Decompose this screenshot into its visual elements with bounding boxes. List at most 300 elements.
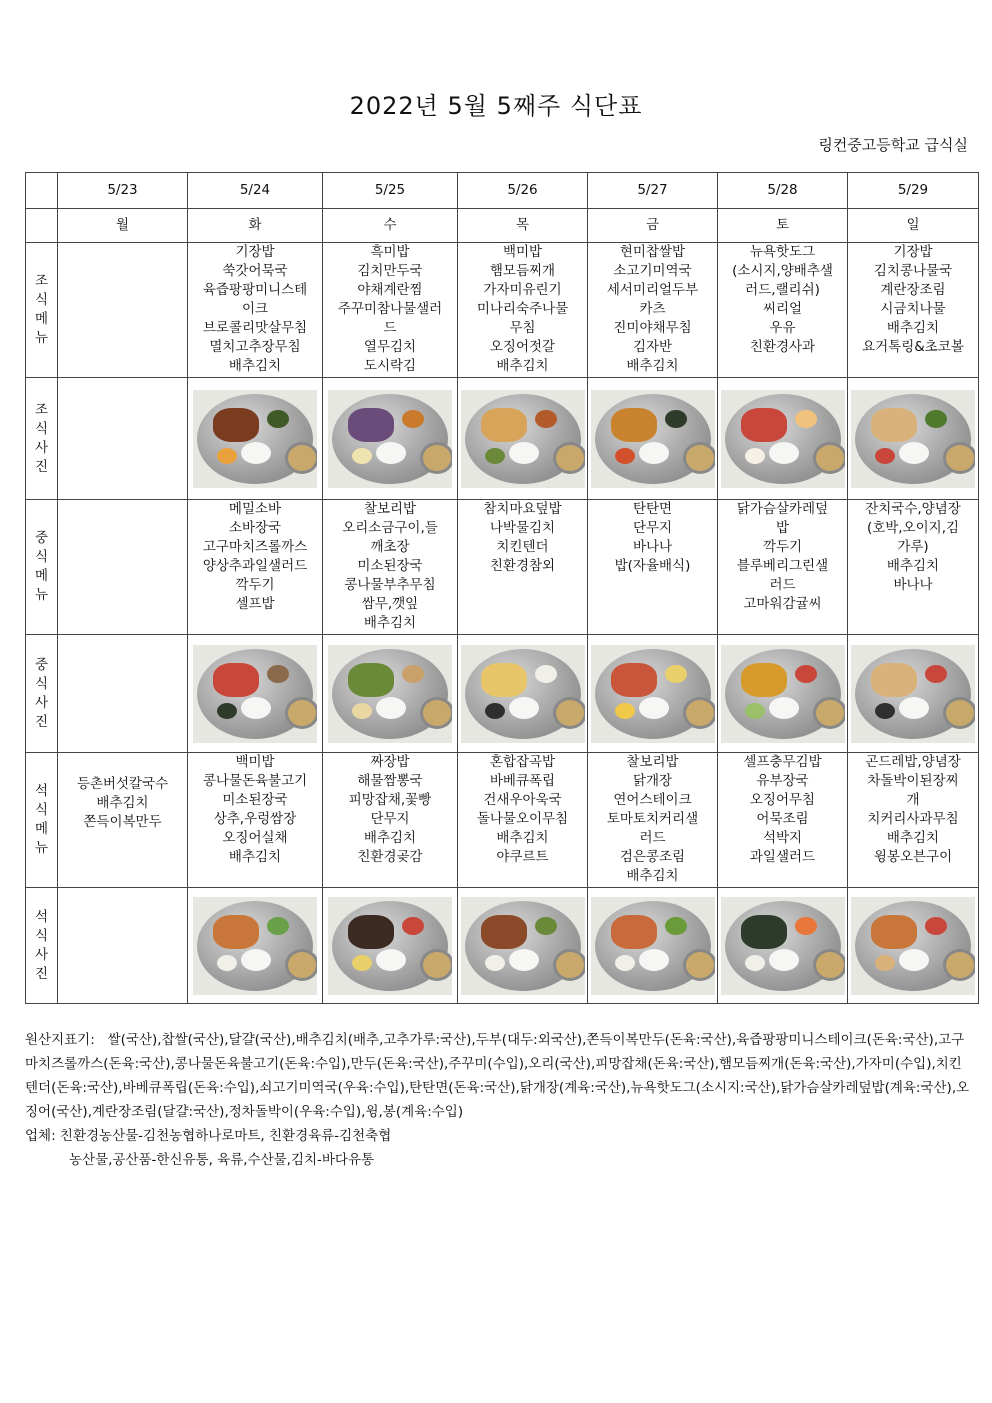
school-name: 링컨중고등학교 급식실: [818, 136, 968, 154]
side-dish-shape: [665, 665, 687, 683]
meal-photo: [193, 645, 317, 743]
menu-items: [590, 500, 715, 576]
rice-shape: [899, 442, 929, 464]
menu-item: 유부장국: [756, 773, 809, 789]
meal-photo: [721, 390, 845, 488]
menu-item: 밥(자율배식): [614, 558, 691, 574]
date-cell: 5/23: [58, 173, 188, 209]
day-cell: 화: [188, 209, 323, 243]
menu-item: (호박,오이지,김: [866, 520, 960, 536]
soup-bowl-shape: [813, 949, 845, 981]
menu-items: [850, 500, 976, 595]
main-dish-shape: [741, 915, 787, 949]
side-dish-shape: [485, 955, 505, 971]
rice-shape: [509, 697, 539, 719]
menu-item: 친환경참외: [489, 558, 556, 574]
menu-item: 셀프밥: [235, 596, 275, 612]
soup-bowl-shape: [285, 697, 317, 729]
menu-items: [325, 500, 455, 633]
menu-item: 김치콩나물국: [873, 263, 953, 279]
menu-item: 씨리얼: [762, 301, 803, 317]
soup-bowl-shape: [553, 697, 585, 729]
row-label-char: 사: [34, 439, 49, 456]
breakfast-photo-cell: [588, 378, 718, 500]
lunch-photo-cell: [458, 635, 588, 753]
dinner-menu-cell: [588, 753, 718, 888]
menu-item: 잔치국수,양념장: [865, 501, 961, 517]
menu-item: 러드: [769, 577, 796, 593]
meal-photo: [851, 390, 975, 488]
menu-items: [325, 753, 455, 867]
side-dish-shape: [352, 955, 372, 971]
row-label-char: 메: [34, 568, 49, 584]
menu-table: [25, 172, 979, 1004]
soup-bowl-shape: [683, 697, 715, 729]
main-dish-shape: [871, 408, 917, 442]
soup-bowl-shape: [553, 442, 585, 474]
menu-item: 과일샐러드: [749, 849, 816, 865]
menu-item: (소시지,양배추샐: [732, 263, 833, 279]
dinner-photo-cell: [458, 888, 588, 1004]
row-label-char: 진: [34, 713, 49, 730]
row-label-char: 조: [34, 401, 49, 418]
meal-photo: [591, 390, 715, 488]
row-label-char: 뉴: [34, 587, 49, 603]
meal-photo: [461, 897, 585, 995]
menu-item: 백미밥: [502, 244, 543, 260]
menu-item: 드: [383, 320, 397, 336]
menu-item: 깍두기: [235, 577, 275, 593]
menu-item: 돌나물오이무침: [476, 811, 569, 827]
side-dish-shape: [875, 955, 895, 971]
menu-item: 배추김치: [363, 830, 417, 846]
meal-photo: [591, 645, 715, 743]
rice-shape: [376, 697, 406, 719]
breakfast-menu-cell: [458, 243, 588, 378]
side-dish-shape: [217, 703, 237, 719]
menu-items: [720, 243, 845, 357]
soup-bowl-shape: [420, 697, 452, 729]
menu-item: 차돌박이된장찌: [867, 773, 959, 789]
meal-photo: [461, 390, 585, 488]
meal-photo: [193, 390, 317, 488]
menu-item: 미소된장국: [357, 558, 423, 574]
menu-item: 무침: [509, 320, 536, 336]
menu-items: [720, 753, 845, 867]
main-dish-shape: [611, 915, 657, 949]
menu-item: 단무지: [370, 811, 410, 827]
menu-item: 고구마치즈롤까스: [202, 539, 308, 555]
menu-items: [590, 243, 715, 376]
soup-bowl-shape: [943, 442, 975, 474]
menu-item: 계란장조림: [880, 282, 946, 298]
row-label-char: 메: [34, 821, 49, 837]
date-cell: 5/28: [718, 173, 848, 209]
menu-item: 가자미유린기: [483, 282, 562, 298]
side-dish-shape: [925, 665, 947, 683]
menu-item: 쑥갓어묵국: [222, 263, 288, 279]
side-dish-shape: [615, 448, 635, 464]
main-dish-shape: [348, 663, 394, 697]
main-dish-shape: [213, 408, 259, 442]
side-dish-shape: [352, 448, 372, 464]
main-dish-shape: [871, 663, 917, 697]
lunch-menu-cell: [323, 500, 458, 635]
meal-photo: [193, 897, 317, 995]
menu-item: 배추김치: [886, 558, 940, 574]
dinner-menu-row: [26, 753, 979, 888]
menu-item: 탄탄면: [632, 501, 673, 517]
menu-item: 배추김치: [626, 358, 679, 374]
menu-item: 배추김치: [228, 849, 282, 865]
menu-item: 배추김치: [496, 830, 549, 846]
side-dish-shape: [615, 955, 635, 971]
side-dish-shape: [665, 917, 687, 935]
menu-item: 육즙팡팡미니스테: [202, 282, 308, 298]
menu-item: 소고기미역국: [613, 263, 692, 279]
breakfast-photo-cell: [323, 378, 458, 500]
origin-text: 쌀(국산),찹쌀(국산),달걀(국산),배추김치(배추,고추가루:국산),두부(대두:외국산),쫀득이복만두(돈육:국산),육즙팡팡미니스테이크(돈육:국산),고구마치즈롤까스(돈육:국산),콩나물돈육불고기(돈육:수입),만두(돈육:국산),주꾸미(수입),오리(국산),피망잡채(돈육:국산),햄모듬찌개(돈육:국산),가자미(수입),치킨텐더(돈육:국산),바베큐폭립(돈육:수입),쇠고기미역국(우육:수입),탄탄면(돈육:국산),닭개장(계육:국산),뉴욕핫도그(소시지:국산),닭가슴살카레덮밥(계육:국산),오징어(국산),계란장조림(달걀:국산),정차돌박이(우육:수입),윙,봉(계육:수입): [25, 1032, 970, 1120]
date-cell: 5/25: [323, 173, 458, 209]
soup-bowl-shape: [553, 949, 585, 981]
dinner-menu-cell: [848, 753, 979, 888]
breakfast-menu-cell: [188, 243, 323, 378]
lunch-photo-cell: [188, 635, 323, 753]
menu-item: 뉴욕핫도그: [749, 244, 816, 260]
meal-photo: [721, 645, 845, 743]
rice-shape: [639, 442, 669, 464]
main-dish-shape: [348, 915, 394, 949]
menu-item: 바나나: [632, 539, 673, 555]
menu-items: [190, 500, 320, 614]
side-dish-shape: [615, 703, 635, 719]
menu-item: 우유: [769, 320, 796, 336]
menu-item: 짜장밥: [370, 754, 410, 770]
main-dish-shape: [611, 663, 657, 697]
row-label-char: 진: [34, 965, 49, 982]
soup-bowl-shape: [943, 697, 975, 729]
row-label-dinner_menu: [26, 753, 58, 888]
rice-shape: [509, 949, 539, 971]
side-dish-shape: [535, 665, 557, 683]
row-label-char: 식: [34, 292, 49, 308]
vendor-line-2: 농산물,공산품-한신유통, 육류,수산물,김치-바다유통: [69, 1152, 375, 1168]
menu-item: 건새우아욱국: [483, 792, 562, 808]
lunch-photo-cell: [323, 635, 458, 753]
menu-item: 백미밥: [235, 754, 275, 770]
breakfast-menu-cell: [848, 243, 979, 378]
dinner-menu-cell: [458, 753, 588, 888]
meal-photo: [461, 645, 585, 743]
menu-item: 바베큐폭립: [489, 773, 556, 789]
soup-bowl-shape: [285, 442, 317, 474]
rice-shape: [241, 697, 271, 719]
row-label-char: 식: [34, 802, 49, 818]
menu-item: 메밀소바: [228, 501, 282, 517]
main-dish-shape: [481, 915, 527, 949]
menu-item: 고마워감귤씨: [743, 596, 822, 612]
row-label-char: 중: [34, 530, 49, 546]
menu-item: 배추김치: [886, 830, 940, 846]
date-cell: 5/26: [458, 173, 588, 209]
side-dish-shape: [745, 955, 765, 971]
rice-shape: [376, 442, 406, 464]
main-dish-shape: [348, 408, 394, 442]
menu-item: 양상추과일샐러드: [202, 558, 308, 574]
soup-bowl-shape: [420, 442, 452, 474]
lunch-menu-cell: [848, 500, 979, 635]
menu-item: 가루): [897, 539, 929, 555]
menu-item: 김치만두국: [357, 263, 423, 279]
menu-item: 친환경곶감: [357, 849, 423, 865]
side-dish-shape: [402, 665, 424, 683]
menu-item: 브로콜리맛살무침: [202, 320, 308, 336]
menu-items: [850, 243, 976, 357]
rice-shape: [769, 442, 799, 464]
menu-item: 등촌버섯칼국수: [76, 776, 169, 792]
menu-item: 배추김치: [96, 795, 149, 811]
origin-label: 원산지표기:: [25, 1032, 95, 1048]
menu-item: 검은콩조림: [619, 849, 686, 865]
menu-item: 오리소금구이,들: [342, 520, 438, 536]
menu-item: 쌈무,깻잎: [361, 596, 419, 612]
day-corner-cell: [26, 209, 58, 243]
menu-items: [590, 753, 715, 886]
menu-item: 연어스테이크: [613, 792, 692, 808]
date-cell: 5/24: [188, 173, 323, 209]
page-title: 2022년 5월 5째주 식단표: [349, 92, 643, 120]
menu-item: 배추김치: [886, 320, 940, 336]
soup-bowl-shape: [943, 949, 975, 981]
side-dish-shape: [795, 410, 817, 428]
meal-photo: [851, 645, 975, 743]
menu-item: 기장밥: [893, 244, 933, 260]
day-cell: 수: [323, 209, 458, 243]
lunch-menu-cell: [718, 500, 848, 635]
menu-item: 시금치나물: [880, 301, 946, 317]
menu-item: 요거톡링&초코볼: [862, 339, 964, 355]
row-label-char: 사: [34, 694, 49, 711]
main-dish-shape: [481, 663, 527, 697]
main-dish-shape: [213, 915, 259, 949]
menu-items: [190, 243, 320, 376]
menu-item: 찰보리밥: [363, 501, 417, 517]
side-dish-shape: [875, 703, 895, 719]
menu-item: 기장밥: [235, 244, 275, 260]
menu-item: 멸치고추장무침: [209, 339, 301, 355]
dinner-photo-cell: [718, 888, 848, 1004]
row-label-char: 식: [34, 927, 49, 944]
side-dish-shape: [795, 917, 817, 935]
rice-shape: [769, 697, 799, 719]
menu-item: 진미야채무침: [613, 320, 692, 336]
menu-item: 배추김치: [626, 868, 679, 884]
side-dish-shape: [925, 917, 947, 935]
menu-item: 나박물김치: [489, 520, 556, 536]
rice-shape: [639, 949, 669, 971]
menu-item: 닭가슴살카레덮: [736, 501, 829, 517]
menu-item: 콩나물부추무침: [344, 577, 436, 593]
date-cell: 5/29: [848, 173, 979, 209]
menu-item: 상추,우렁쌈장: [213, 811, 297, 827]
row-label-char: 사: [34, 946, 49, 963]
dinner-photo-cell: [323, 888, 458, 1004]
soup-bowl-shape: [285, 949, 317, 981]
menu-item: 치킨텐더: [496, 539, 549, 555]
lunch-photo-cell: [718, 635, 848, 753]
menu-item: 오징어무침: [749, 792, 816, 808]
meal-photo: [328, 645, 452, 743]
dinner-photo-cell: [188, 888, 323, 1004]
menu-item: 셀프충무김밥: [743, 754, 822, 770]
menu-item: 바나나: [893, 577, 933, 593]
row-label-lunch_photo: [26, 635, 58, 753]
side-dish-shape: [217, 955, 237, 971]
main-dish-shape: [611, 408, 657, 442]
row-label-char: 식: [34, 420, 49, 437]
main-dish-shape: [871, 915, 917, 949]
menu-item: 야쿠르트: [496, 849, 549, 865]
side-dish-shape: [267, 665, 289, 683]
main-dish-shape: [741, 408, 787, 442]
menu-items: [720, 500, 845, 614]
menu-item: 배추김치: [228, 358, 282, 374]
meal-photo: [721, 897, 845, 995]
menu-item: 어묵조림: [756, 811, 809, 827]
vendor-line-1: 업체: 친환경농산물-김천농협하나로마트, 친환경육류-김천축협: [25, 1128, 392, 1144]
rice-shape: [769, 949, 799, 971]
menu-item: 김자반: [632, 339, 673, 355]
menu-item: 열무김치: [363, 339, 417, 355]
side-dish-shape: [535, 410, 557, 428]
breakfast-menu-cell: [323, 243, 458, 378]
menu-item: 이크: [241, 301, 269, 317]
breakfast-photo-cell: [58, 378, 188, 500]
breakfast-photo-cell: [848, 378, 979, 500]
breakfast-menu-row: [26, 243, 979, 378]
lunch-menu-cell: [588, 500, 718, 635]
menu-items: [325, 243, 455, 376]
side-dish-shape: [795, 665, 817, 683]
menu-item: 러드,랠리쉬): [745, 282, 820, 298]
dinner-menu-cell: [718, 753, 848, 888]
menu-items: [460, 243, 585, 376]
rice-shape: [509, 442, 539, 464]
menu-item: 닭개장: [632, 773, 673, 789]
date-corner-cell: [26, 173, 58, 209]
menu-item: 소바장국: [228, 520, 282, 536]
menu-item: 미소된장국: [222, 792, 288, 808]
menu-item: 깍두기: [762, 539, 803, 555]
side-dish-shape: [352, 703, 372, 719]
dinner-photo-cell: [58, 888, 188, 1004]
dinner-menu-cell: [188, 753, 323, 888]
side-dish-shape: [535, 917, 557, 935]
meal-photo: [591, 897, 715, 995]
day-cell: 일: [848, 209, 979, 243]
rice-shape: [639, 697, 669, 719]
menu-item: 주꾸미참나물샐러: [337, 301, 443, 317]
breakfast-photo-row: [26, 378, 979, 500]
side-dish-shape: [402, 410, 424, 428]
menu-items: [850, 753, 976, 867]
menu-item: 카츠: [639, 301, 666, 317]
lunch-menu-cell: [188, 500, 323, 635]
soup-bowl-shape: [683, 949, 715, 981]
row-label-char: 뉴: [34, 840, 49, 856]
rice-shape: [899, 949, 929, 971]
menu-item: 햄모듬찌개: [489, 263, 556, 279]
menu-item: 배추김치: [496, 358, 549, 374]
footer-notes: [25, 1028, 970, 1172]
dinner-menu-cell: [323, 753, 458, 888]
side-dish-shape: [925, 410, 947, 428]
row-label-dinner_photo: [26, 888, 58, 1004]
row-label-char: 식: [34, 549, 49, 565]
menu-item: 도시락김: [363, 358, 417, 374]
breakfast-photo-cell: [718, 378, 848, 500]
main-dish-shape: [481, 408, 527, 442]
side-dish-shape: [665, 410, 687, 428]
row-label-char: 뉴: [34, 330, 49, 346]
menu-item: 쫀득이복만두: [83, 814, 162, 830]
menu-item: 오징어실채: [222, 830, 288, 846]
dinner-photo-cell: [848, 888, 979, 1004]
side-dish-shape: [745, 703, 765, 719]
day-row: [26, 209, 979, 243]
day-cell: 토: [718, 209, 848, 243]
menu-item: 곤드레밥,양념장: [865, 754, 961, 770]
day-cell: 금: [588, 209, 718, 243]
lunch-photo-cell: [58, 635, 188, 753]
menu-item: 찰보리밥: [626, 754, 679, 770]
menu-item: 콩나물돈육불고기: [202, 773, 308, 789]
lunch-menu-cell: [58, 500, 188, 635]
breakfast-menu-cell: [588, 243, 718, 378]
menu-item: 밥: [775, 520, 790, 536]
row-label-char: 조: [34, 273, 49, 289]
menu-item: 깨초장: [370, 539, 410, 555]
side-dish-shape: [402, 917, 424, 935]
origin-note: [25, 1028, 970, 1124]
menu-item: 참치마요덮밥: [483, 501, 562, 517]
lunch-photo-row: [26, 635, 979, 753]
row-label-char: 석: [34, 908, 49, 925]
menu-item: 미나리숙주나물: [476, 301, 569, 317]
breakfast-photo-cell: [458, 378, 588, 500]
menu-items: [190, 753, 320, 867]
dinner-photo-row: [26, 888, 979, 1004]
row-label-char: 석: [34, 783, 49, 799]
lunch-photo-cell: [588, 635, 718, 753]
lunch-photo-cell: [848, 635, 979, 753]
menu-item: 혼합잡곡밥: [489, 754, 556, 770]
breakfast-menu-cell: [58, 243, 188, 378]
dinner-menu-cell: [58, 753, 188, 888]
menu-item: 피망잡채,꽃빵: [348, 792, 432, 808]
main-dish-shape: [213, 663, 259, 697]
row-label-breakfast_photo: [26, 378, 58, 500]
date-cell: 5/27: [588, 173, 718, 209]
side-dish-shape: [875, 448, 895, 464]
menu-item: 석박지: [762, 830, 803, 846]
menu-item: 개: [906, 792, 920, 808]
menu-items: [460, 500, 585, 576]
soup-bowl-shape: [813, 697, 845, 729]
menu-item: 세서미리얼두부: [606, 282, 699, 298]
rice-shape: [376, 949, 406, 971]
soup-bowl-shape: [683, 442, 715, 474]
